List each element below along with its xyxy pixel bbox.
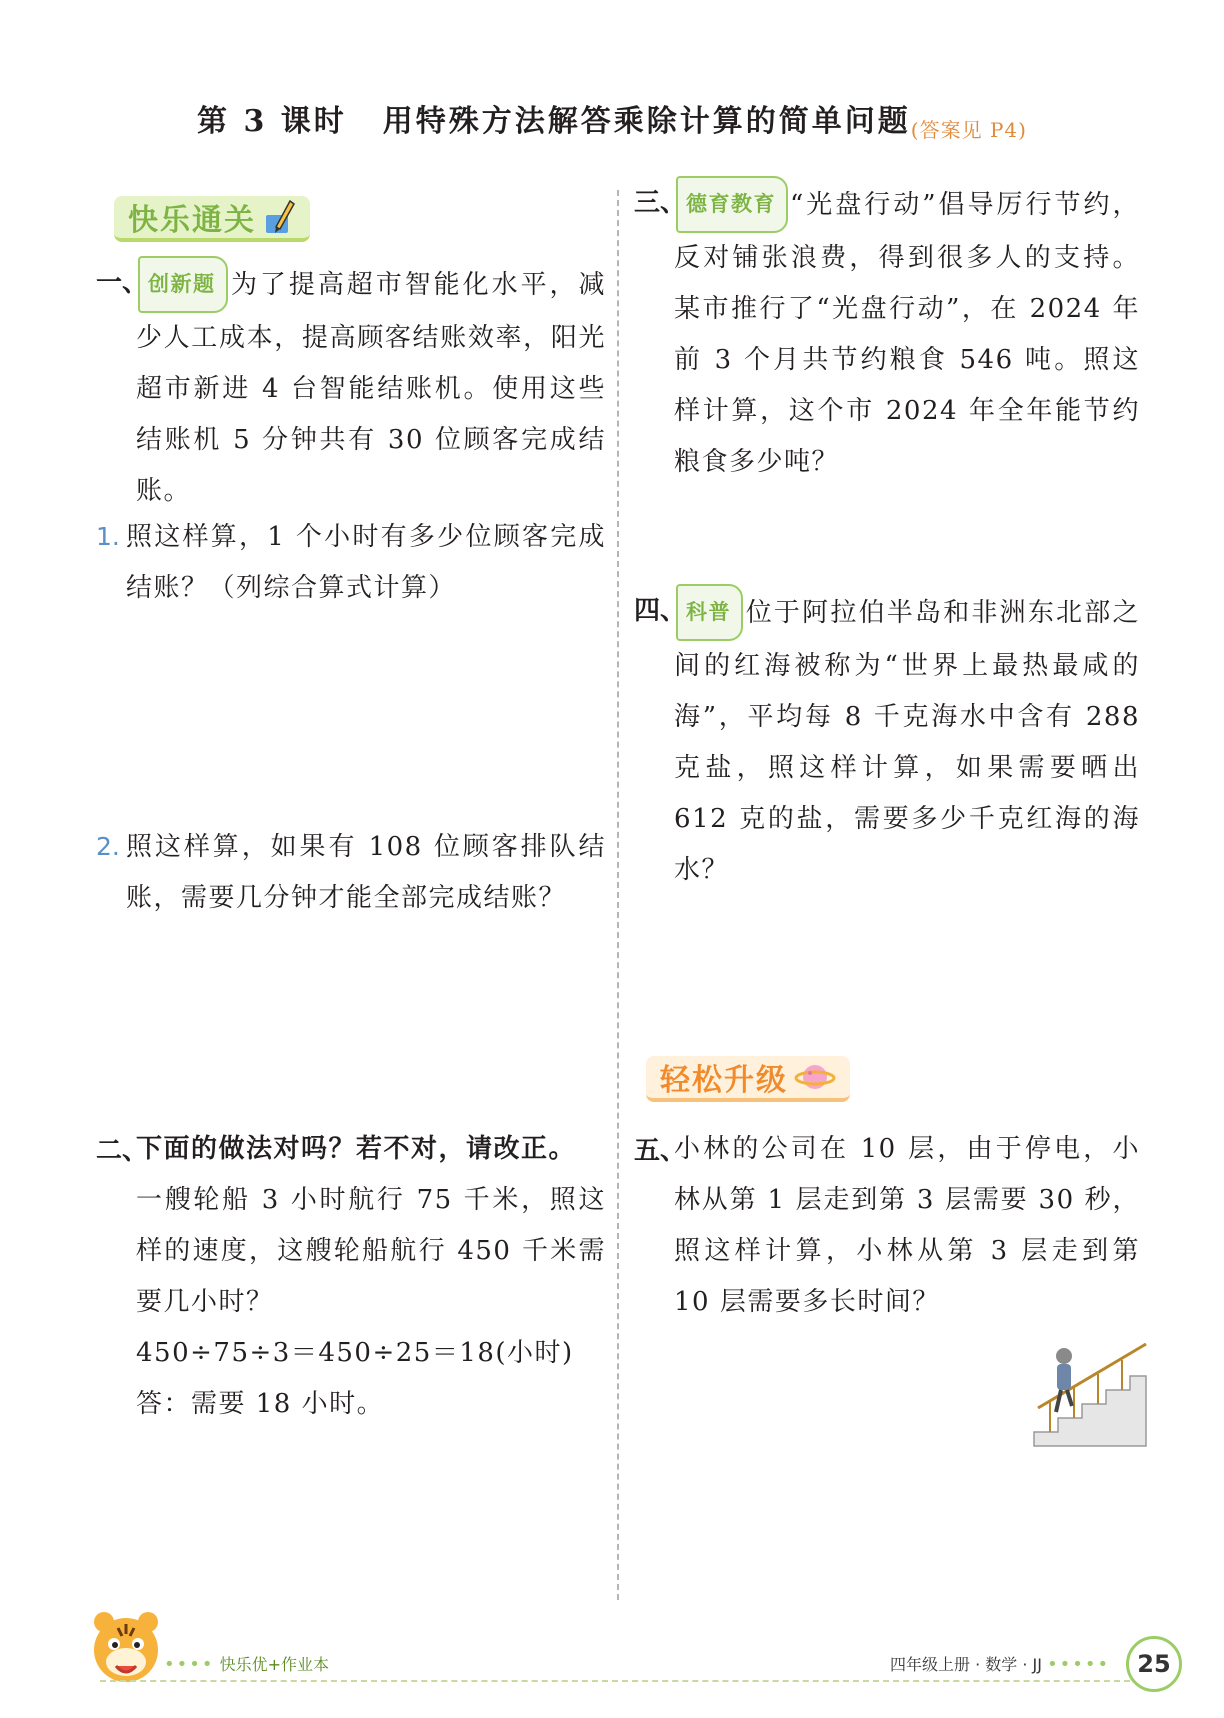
subquestion-number: 2. (96, 832, 120, 861)
question-number: 三、 (634, 188, 687, 218)
question-text: 为了提高超市智能化水平，减少人工成本，提高顾客结账效率，阳光超市新进 4 台智能结账机。使用这些结账机 5 分钟共有 30 位顾客完成结账。 (136, 270, 606, 506)
question-5 (634, 1124, 1140, 1328)
question-1 (96, 256, 606, 517)
question-text: 位于阿拉伯半岛和非洲东北部之间的红海被称为“世界上最热最咸的海”，平均每 8 千克海水中含有 288 克盐，照这样计算，如果需要晒出 612 克的盐，需要多少千克红海的海水？ (674, 598, 1140, 885)
question-4 (634, 584, 1140, 896)
tag-science: 科普 (676, 584, 743, 641)
question-number: 五、 (634, 1136, 687, 1166)
subquestion-number: 1. (96, 522, 120, 551)
subquestion-2 (96, 822, 606, 924)
tiger-mascot-logo (86, 1606, 166, 1688)
calculation: 450÷75÷3＝450÷25＝18(小时) (136, 1338, 574, 1368)
subquestion-text: 照这样算，如果有 108 位顾客排队结账，需要几分钟才能全部完成结账？ (126, 832, 606, 913)
footer-book-info (890, 1652, 1110, 1675)
section-banner-easy-upgrade (646, 1056, 850, 1102)
question-2 (96, 1124, 606, 1430)
answer-reference: (答案见 P4) (910, 118, 1027, 142)
question-3 (634, 176, 1140, 488)
footer-dots-right: ••••• (1047, 1654, 1111, 1675)
footer-book-text: 四年级上册 · 数学 · JJ (890, 1655, 1042, 1674)
tag-moral-education: 德育教育 (676, 176, 788, 233)
question-text: “光盘行动”倡导厉行节约，反对铺张浪费，得到很多人的支持。某市推行了“光盘行动”，在 2024 年前 3 个月共节约粮食 546 吨。照这样计算，这个市 2024 年全年能节约粮食多少吨？ (674, 190, 1140, 477)
section-banner-label: 轻松升级 (660, 1063, 788, 1098)
question-number: 一、 (96, 268, 149, 298)
subquestion-1 (96, 512, 606, 614)
footer-brand-text: 快乐优+作业本 (219, 1655, 329, 1674)
question-text: 一艘轮船 3 小时航行 75 千米，照这样的速度，这艘轮船航行 450 千米需要几小时？ (136, 1185, 606, 1317)
question-heading: 下面的做法对吗？若不对，请改正。 (136, 1134, 577, 1164)
lesson-title: 用特殊方法解答乘除计算的简单问题 (382, 104, 911, 139)
lesson-number: 第 3 课时 (197, 104, 347, 139)
question-number: 二、 (96, 1136, 149, 1166)
section-banner-label: 快乐通关 (128, 203, 256, 238)
column-divider (617, 190, 619, 1600)
question-text: 小林的公司在 10 层，由于停电，小林从第 1 层走到第 3 层需要 30 秒，照这样计算，小林从第 3 层走到第 10 层需要多长时间？ (674, 1134, 1140, 1317)
footer-dots-left: •••• (164, 1654, 215, 1675)
page-title (0, 96, 1224, 143)
question-number: 四、 (634, 596, 687, 626)
answer-line: 答：需要 18 小时。 (136, 1389, 385, 1419)
footer-divider (100, 1680, 1130, 1682)
pencil-icon (262, 197, 296, 237)
footer-brand (164, 1652, 329, 1675)
planet-icon (794, 1059, 836, 1095)
tag-innovation: 创新题 (138, 256, 228, 313)
section-banner-happy-pass (114, 196, 310, 242)
page-number: 25 (1126, 1636, 1182, 1692)
subquestion-text: 照这样算，1 个小时有多少位顾客完成结账？（列综合算式计算） (126, 522, 606, 603)
stairs-illustration (1030, 1342, 1150, 1452)
